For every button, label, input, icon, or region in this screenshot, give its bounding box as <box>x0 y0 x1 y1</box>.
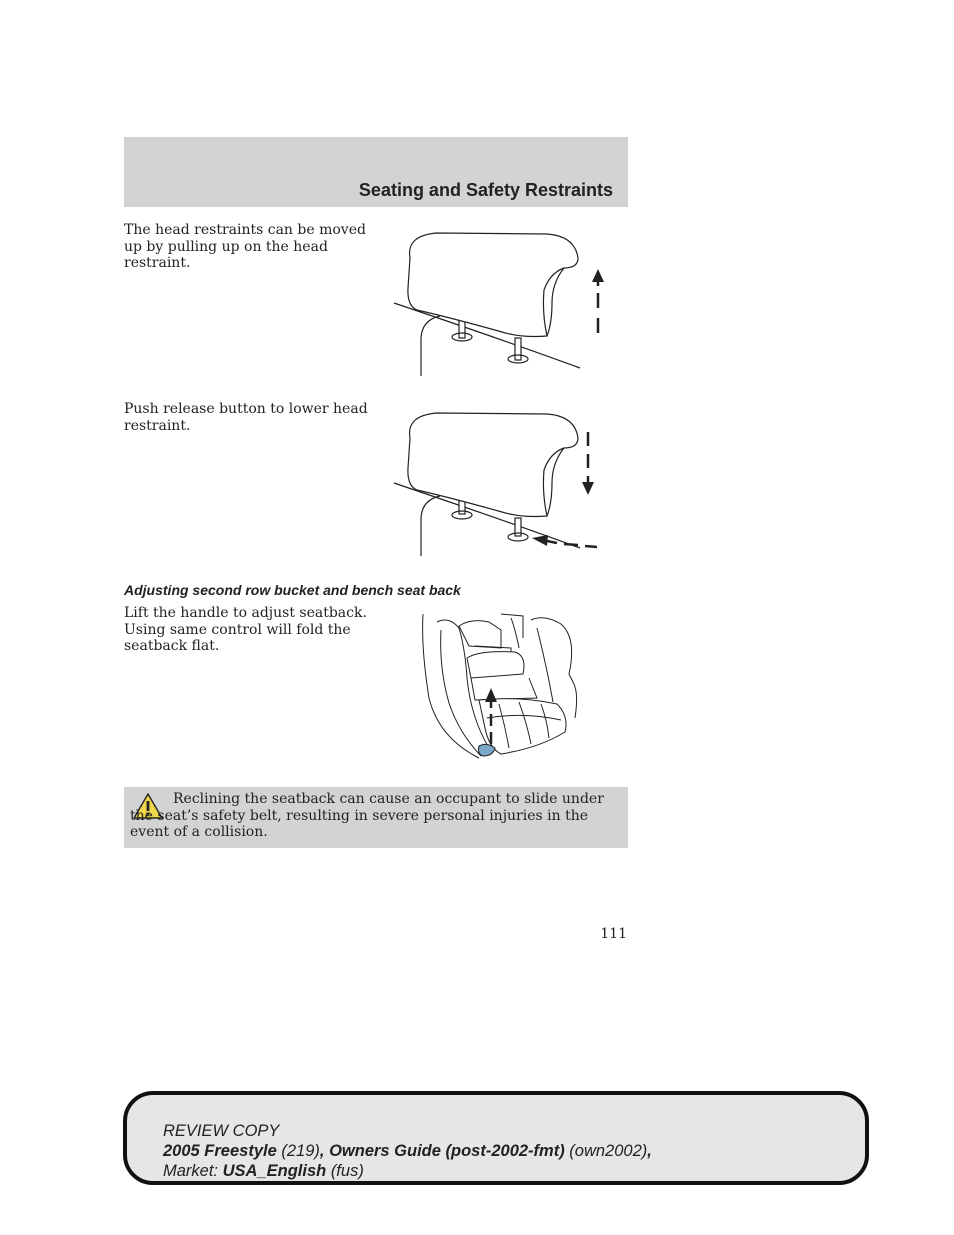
model-code: (219) <box>281 1142 320 1160</box>
paragraph-raise-head-restraint: The head restraints can be moved up by pulling up on the head restraint. <box>124 222 366 271</box>
market-value: USA_English <box>222 1162 327 1180</box>
warning-text: Reclining the seatback can cause an occupant to slide under the seat’s safety belt, resulting in severe personal injuries in the event of a collision. <box>130 791 604 840</box>
market-label: Market: <box>163 1162 219 1180</box>
second-row-seat-illustration <box>419 608 584 763</box>
market-code: (fus) <box>330 1162 364 1180</box>
guide-code: (own2002) <box>569 1142 648 1160</box>
page-number: 111 <box>600 926 627 942</box>
guide-name: Owners Guide (post-2002-fmt) <box>329 1142 565 1160</box>
paragraph-adjust-seatback: Lift the handle to adjust seatback. Using same control will fold the seatback flat. <box>124 605 367 654</box>
separator: , <box>647 1142 652 1160</box>
section-title: Seating and Safety Restraints <box>358 180 613 200</box>
review-copy-footer <box>123 1091 869 1185</box>
warning-box <box>124 787 628 848</box>
review-product-line <box>163 1141 652 1161</box>
review-copy-label: REVIEW COPY <box>163 1122 280 1140</box>
separator: , <box>319 1142 325 1160</box>
paragraph-lower-head-restraint: Push release button to lower head restraint. <box>124 401 368 434</box>
head-restraint-up-illustration <box>392 228 622 378</box>
review-market-line <box>163 1161 652 1181</box>
model-name: 2005 Freestyle <box>163 1142 277 1160</box>
head-restraint-down-illustration <box>392 406 622 558</box>
subheading-adjust-seat-back: Adjusting second row bucket and bench seat back <box>124 582 461 598</box>
section-header-band <box>124 137 628 207</box>
